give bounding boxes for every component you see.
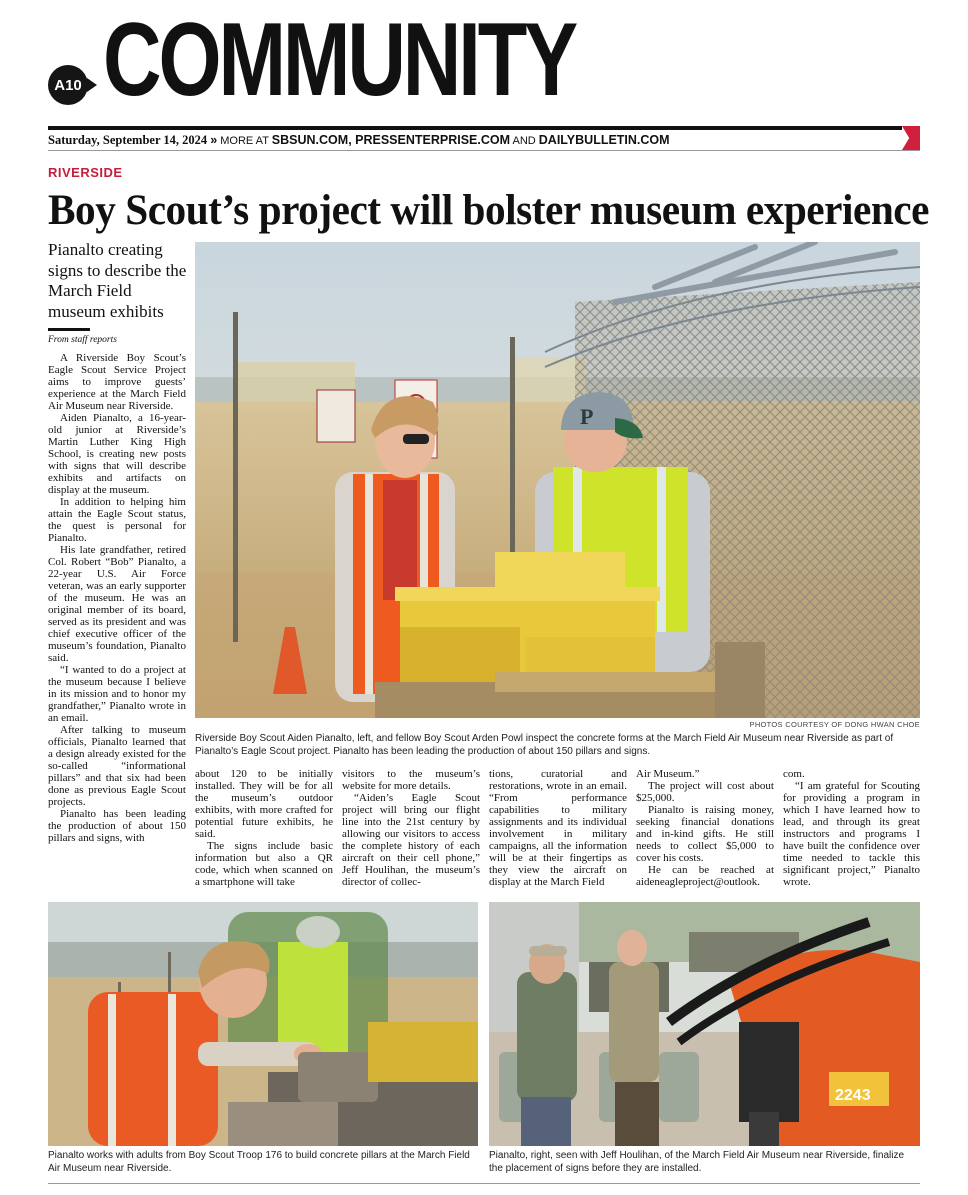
footer-rule: [48, 1183, 920, 1184]
deck-rule: [48, 328, 90, 331]
and-label: AND: [512, 135, 536, 147]
paragraph: The signs include basic information but also a QR code, which when scanned on a smartphone will take: [195, 840, 333, 888]
main-photo-illustration: [195, 242, 920, 718]
paragraph: Pianalto is raising money, seeking financial donations and in-kind gifts. He still needs to collect $5,000 to cover his costs.: [636, 804, 774, 864]
site-link-last: DAILYBULLETIN.COM: [538, 133, 670, 147]
article-column-1: [48, 352, 186, 844]
paragraph: “I am grateful for Scouting for providing a program in which I have learned how to lead, and through its great instructors and programs I have built the confidence over time needed to tackle this significant project,” Pianalto wrote.: [783, 780, 920, 888]
machine-number: 2243: [835, 1087, 871, 1104]
cap-letter: P: [580, 404, 594, 429]
dateline: [48, 132, 670, 149]
headline: Boy Scout’s project will bolster museum experience: [48, 187, 929, 234]
bottom-right-photo: [489, 902, 920, 1146]
paragraph: tions, curatorial and restorations, wrote in an email. “From performance capabilities to military assignments and its individual involvement in military campaigns, all the information will be at their fingertips as they view the aircraft on display at the March Field: [489, 768, 627, 888]
paragraph: Air Museum.”: [636, 768, 700, 780]
paragraph: “Aiden’s Eagle Scout project will bring our flight line into the 21st century by allowing our visitors to access the complete history of each aircraft on their cell phone,” Jeff Houlihan, the museum’s director of collec-: [342, 792, 480, 888]
paragraph: com.: [783, 768, 805, 780]
bottom-right-caption: Pianalto, right, seen with Jeff Houlihan, of the March Field Air Museum near Riverside, finalize the placement of signs before they are installed.: [489, 1150, 905, 1174]
paragraph: His late grandfather, retired Col. Robert “Bob” Pianalto, a 22-year U.S. Air Force veteran, was an early supporter of the museum. He was an original member of its board, served as its president and was chief executive officer of the museum’s foundation, Pianalto said.: [48, 544, 186, 664]
paragraph: visitors to the museum’s website for more details.: [342, 768, 480, 792]
bottom-left-caption: Pianalto works with adults from Boy Scout Troop 176 to build concrete pillars at the March Field Air Museum near Riverside.: [48, 1150, 470, 1174]
deck-subhead: Pianalto creating signs to describe the March Field museum exhibits: [48, 240, 187, 321]
article-column-5: [636, 768, 774, 888]
site-links: SBSUN.COM, PRESSENTERPRISE.COM: [271, 133, 511, 147]
article-column-6: [783, 768, 920, 888]
dateline-separator: »: [210, 133, 218, 147]
bottom-left-photo-illustration: [48, 902, 478, 1146]
article-column-3: [342, 768, 480, 888]
masthead-rule: [48, 126, 902, 130]
bottom-left-photo: [48, 902, 478, 1146]
paragraph: Aiden Pianalto, a 16-year-old junior at Riverside’s Martin Luther King High School, is creating new posts with signs that will describe exhibits and artifacts on display at the museum.: [48, 412, 186, 496]
kicker: RIVERSIDE: [48, 165, 123, 180]
paragraph: After talking to museum officials, Pianalto learned that a design already existed for the so-called “informational pillars” and that six had been done as previous Eagle Scout projects.: [48, 724, 186, 808]
main-photo: [195, 242, 920, 718]
paragraph: A Riverside Boy Scout’s Eagle Scout Service Project aims to improve guests’ experience at the March Field Air Museum near Riverside.: [48, 352, 186, 412]
paragraph: about 120 to be initially installed. They will be for all the museum’s outdoor exhibits, with more crafted for potential future exhibits, he said.: [195, 768, 333, 840]
paragraph: The project will cost about $25,000.: [636, 780, 774, 804]
photo-credit: PHOTOS COURTESY OF DONG HWAN CHOE: [749, 720, 920, 729]
dateline-rule: [48, 150, 920, 151]
byline: From staff reports: [48, 335, 117, 345]
article-column-4: [489, 768, 627, 888]
paragraph: Pianalto has been leading the production of about 150 pillars and signs, with: [48, 808, 186, 844]
section-title: COMMUNITY: [103, 2, 576, 118]
page-number-badge: A10: [48, 65, 88, 105]
main-photo-caption: Riverside Boy Scout Aiden Pianalto, left, and fellow Boy Scout Arden Powl inspect the concrete forms at the March Field Air Museum near Riverside as part of Pianalto’s Eagle Scout project. Pianalto has been leading the production of about 150 pillars and signs.: [195, 733, 894, 757]
more-at-label: MORE AT: [220, 135, 269, 147]
issue-date: Saturday, September 14, 2024: [48, 133, 208, 147]
article-column-2: [195, 768, 333, 888]
masthead-red-flag: [902, 126, 920, 150]
paragraph: “I wanted to do a project at the museum because I believe in its mission and to honor my grandfather,” Pianalto wrote in an email.: [48, 664, 186, 724]
paragraph: He can be reached at aideneagleproject@outlook.: [636, 864, 774, 888]
bottom-right-photo-illustration: [489, 902, 920, 1146]
paragraph: In addition to helping him attain the Eagle Scout status, the quest is personal for Pianalto.: [48, 496, 186, 544]
